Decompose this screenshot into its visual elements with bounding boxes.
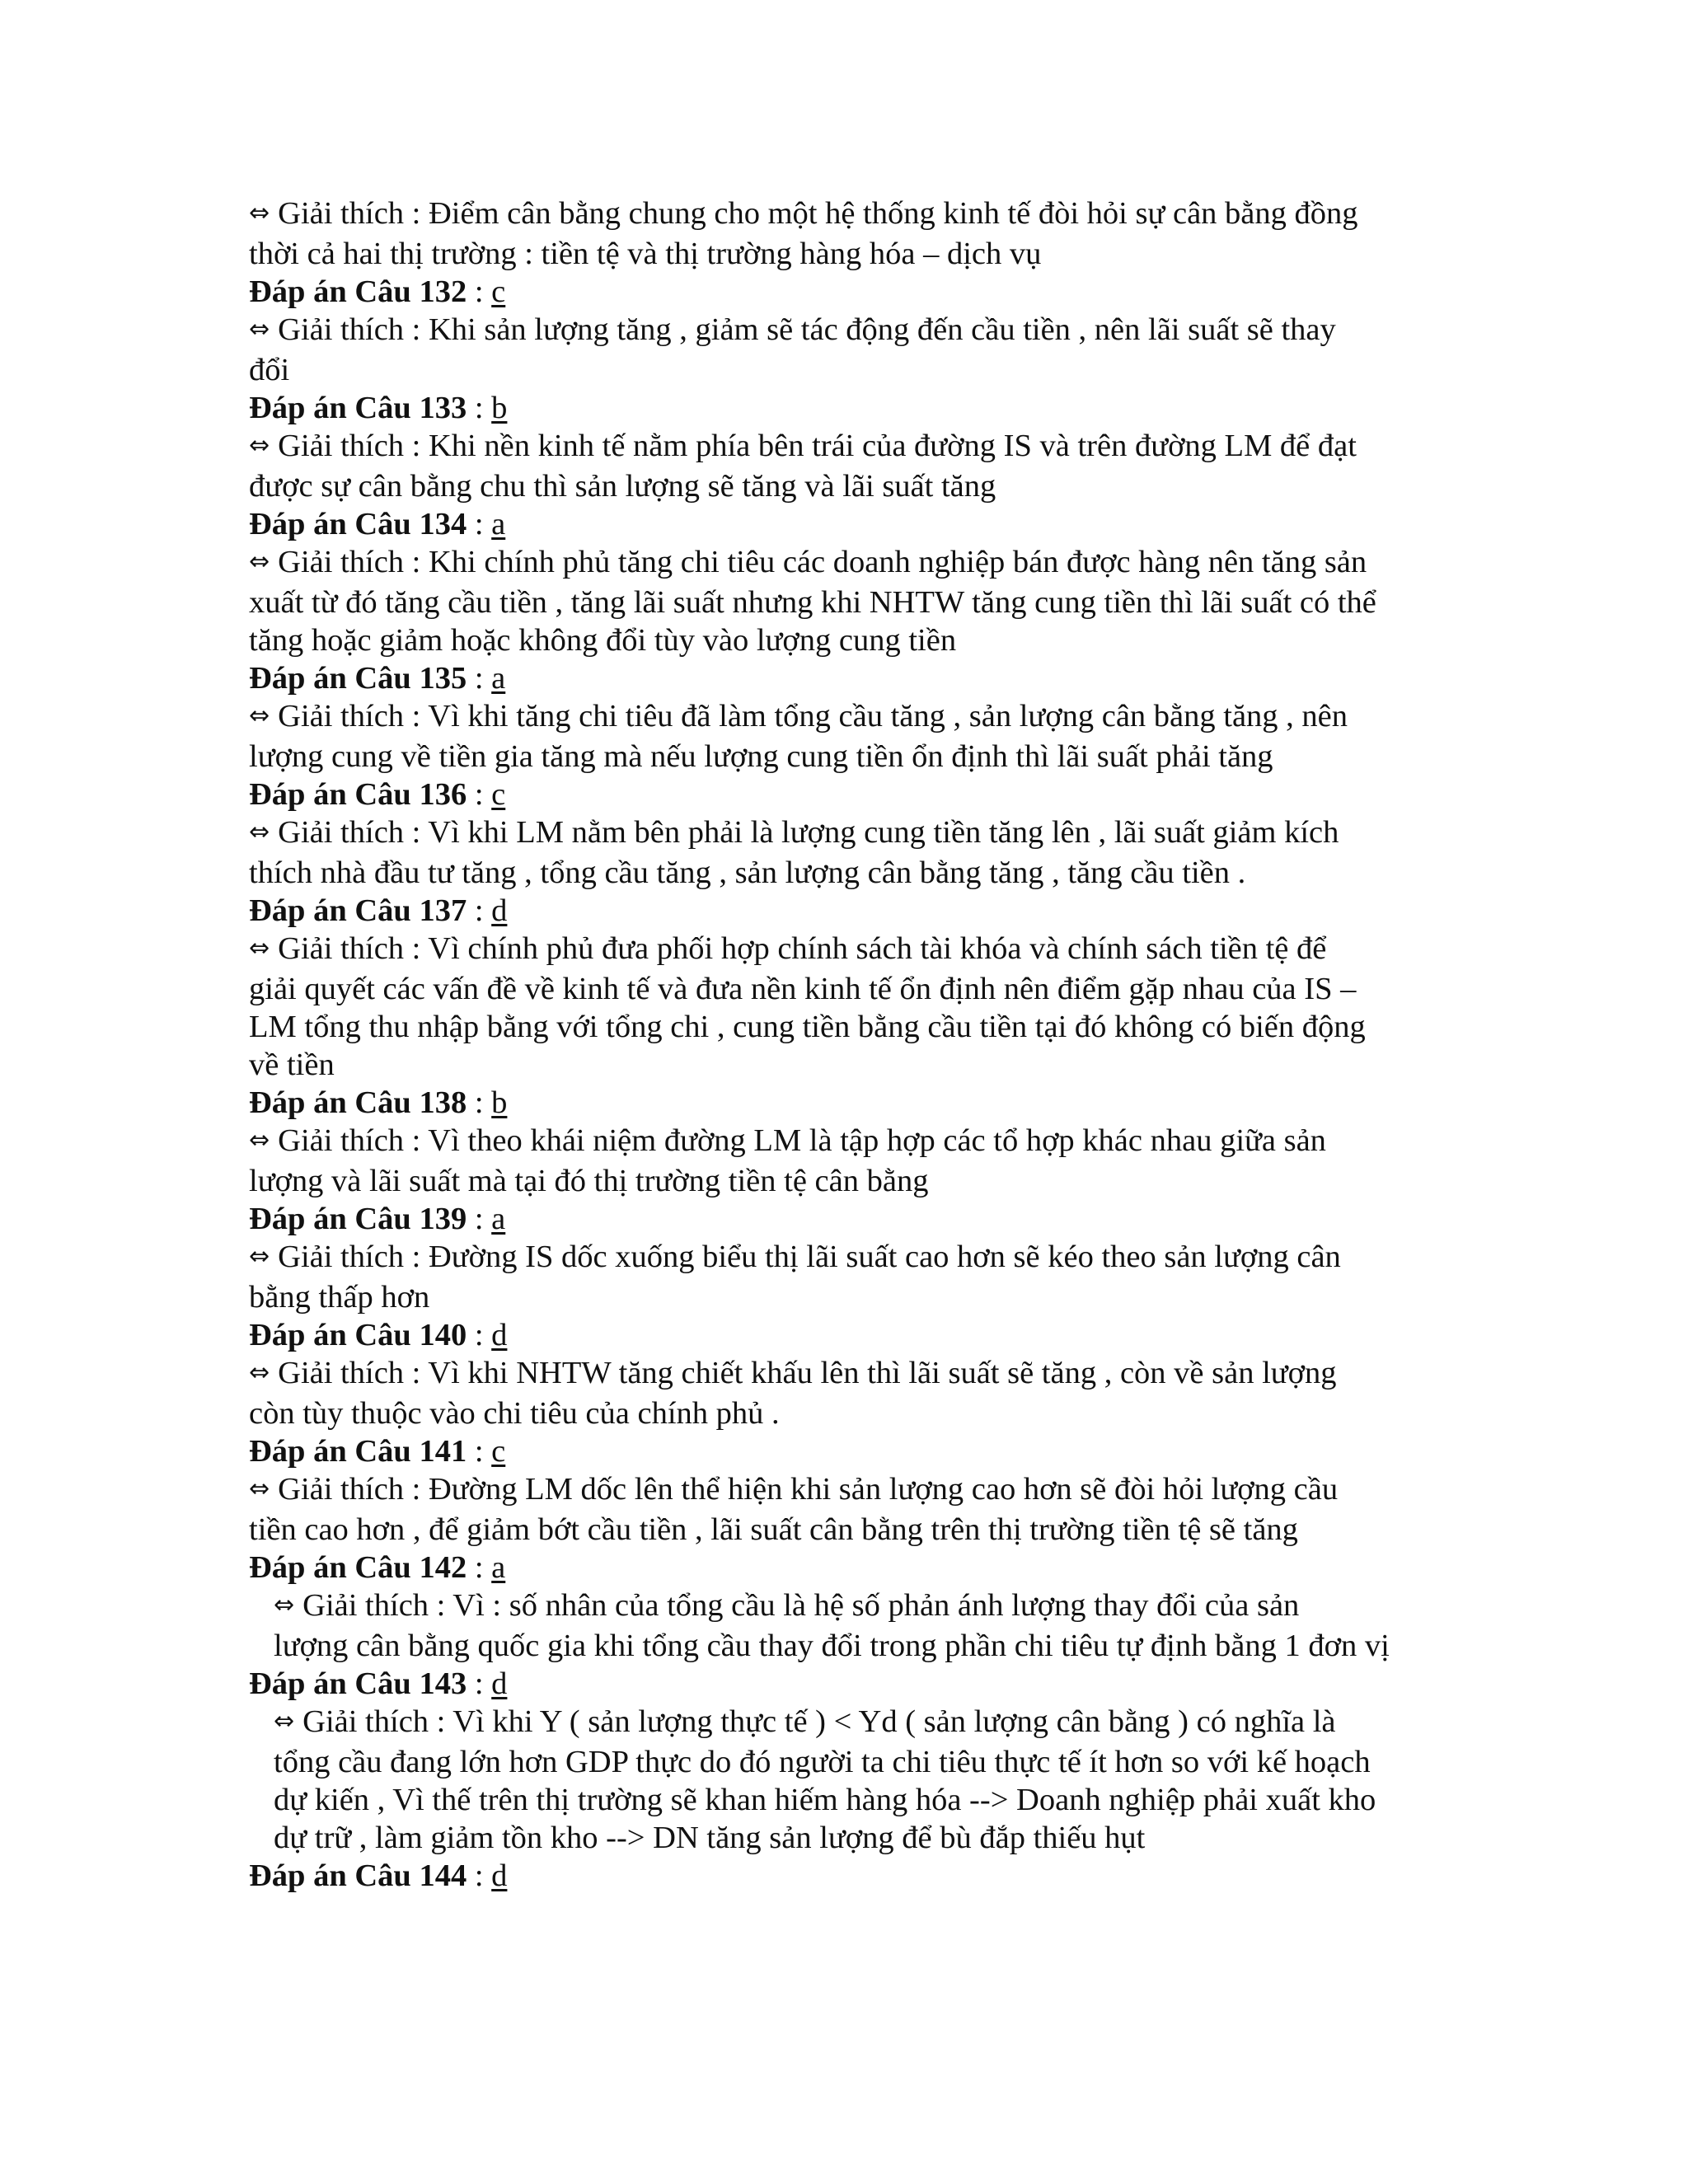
explanation-line (249, 813, 1444, 854)
explanation-line (249, 1354, 1444, 1394)
explanation-line (249, 1008, 1444, 1046)
explanation-block (249, 697, 1444, 776)
explanation-text: bằng thấp hơn (249, 1280, 430, 1315)
explanation-text: Giải thích : Đường LM dốc lên thể hiện khi sản lượng cao hơn sẽ đòi hỏi lượng cầu (278, 1472, 1339, 1507)
explanation-text: đổi (249, 353, 290, 387)
explanation-text: về tiền (249, 1047, 335, 1082)
explanation-text: tổng cầu đang lớn hơn GDP thực do đó người ta chi tiêu thực tế ít hơn so với kế hoạch (274, 1745, 1371, 1779)
answer-letter: d (491, 893, 508, 928)
answer-letter: d (491, 1318, 508, 1352)
explanation-text: Giải thích : Khi chính phủ tăng chi tiêu các doanh nghiệp bán được hàng nên tăng sản (278, 545, 1367, 579)
answer-line (249, 389, 1444, 427)
explanation-block (249, 930, 1444, 1084)
double-arrow-icon: ⇔ (249, 934, 270, 963)
answer-line (249, 273, 1444, 311)
answer-line (249, 1857, 1444, 1895)
answer-label: Đáp án Câu 141 (249, 1434, 467, 1469)
explanation-text: lượng cung về tiền gia tăng mà nếu lượng cung tiền ổn định thì lãi suất phải tăng (249, 739, 1273, 774)
explanation-line (249, 621, 1444, 659)
explanation-line (274, 1703, 1444, 1743)
answer-letter: d (491, 1858, 508, 1893)
answer-line (249, 776, 1444, 813)
explanation-text: LM tổng thu nhập bằng với tổng chi , cung tiền bằng cầu tiền tại đó không có biến động (249, 1010, 1366, 1044)
double-arrow-icon: ⇔ (249, 818, 270, 846)
double-arrow-icon: ⇔ (274, 1707, 295, 1736)
explanation-line (249, 1511, 1444, 1549)
explanation-line (249, 351, 1444, 389)
answer-label: Đáp án Câu 139 (249, 1202, 467, 1236)
explanation-text: Giải thích : Vì khi NHTW tăng chiết khấu lên thì lãi suất sẽ tăng , còn về sản lượng (278, 1356, 1337, 1390)
explanation-block (249, 427, 1444, 505)
explanation-line (249, 697, 1444, 738)
answer-separator: : (467, 507, 492, 541)
explanation-line (274, 1627, 1444, 1665)
explanation-line (249, 583, 1444, 621)
double-arrow-icon: ⇔ (249, 701, 270, 730)
explanation-text: Giải thích : Vì khi Y ( sản lượng thực tế ) < Yd ( sản lượng cân bằng ) có nghĩa là (302, 1704, 1336, 1739)
explanation-block (249, 1122, 1444, 1200)
answer-separator: : (467, 274, 492, 309)
explanation-text: thời cả hai thị trường : tiền tệ và thị trường hàng hóa – dịch vụ (249, 237, 1042, 271)
explanation-text: Giải thích : Vì khi LM nằm bên phải là lượng cung tiền tăng lên , lãi suất giảm kích (278, 815, 1339, 850)
answer-letter: a (491, 1202, 506, 1236)
answer-letter: b (491, 391, 508, 425)
double-arrow-icon: ⇔ (274, 1591, 295, 1619)
explanation-text: được sự cân bằng chu thì sản lượng sẽ tăng và lãi suất tăng (249, 469, 996, 504)
explanation-line (249, 235, 1444, 273)
explanation-text: Giải thích : Vì : số nhân của tổng cầu là hệ số phản ánh lượng thay đổi của sản (302, 1588, 1300, 1623)
answer-line (249, 1316, 1444, 1354)
double-arrow-icon: ⇔ (249, 315, 270, 344)
explanation-line (249, 1046, 1444, 1084)
answer-line (249, 1432, 1444, 1470)
answer-letter: d (491, 1666, 508, 1701)
answer-separator: : (467, 1434, 492, 1469)
explanation-block (249, 1703, 1444, 1857)
explanation-line (249, 970, 1444, 1008)
explanation-block (249, 1470, 1444, 1549)
answer-letter: a (491, 1550, 506, 1585)
explanation-text: lượng và lãi suất mà tại đó thị trường tiền tệ cân bằng (249, 1164, 929, 1198)
answer-label: Đáp án Câu 133 (249, 391, 467, 425)
explanation-text: dự trữ , làm giảm tồn kho --> DN tăng sản lượng để bù đắp thiếu hụt (274, 1821, 1146, 1855)
explanation-line (249, 467, 1444, 505)
explanation-line (249, 738, 1444, 776)
double-arrow-icon: ⇔ (249, 1358, 270, 1387)
explanation-line (249, 311, 1444, 351)
double-arrow-icon: ⇔ (249, 1126, 270, 1155)
answer-separator: : (467, 1666, 492, 1701)
explanation-block (249, 194, 1444, 273)
explanation-text: Giải thích : Vì khi tăng chi tiêu đã làm tổng cầu tăng , sản lượng cân bằng tăng , nên (278, 699, 1348, 733)
double-arrow-icon: ⇔ (249, 199, 270, 227)
answer-letter: a (491, 661, 506, 696)
explanation-line (274, 1743, 1444, 1781)
answer-line (249, 1084, 1444, 1122)
double-arrow-icon: ⇔ (249, 1474, 270, 1503)
answer-line (249, 1665, 1444, 1703)
answer-separator: : (467, 777, 492, 812)
answer-letter: c (491, 1434, 506, 1469)
answer-label: Đáp án Câu 136 (249, 777, 467, 812)
explanation-text: Giải thích : Vì chính phủ đưa phối hợp chính sách tài khóa và chính sách tiền tệ để (278, 931, 1327, 966)
explanation-line (249, 1162, 1444, 1200)
explanation-block (249, 1354, 1444, 1432)
explanation-text: tiền cao hơn , để giảm bớt cầu tiền , lãi suất cân bằng trên thị trường tiền tệ sẽ tăng (249, 1512, 1298, 1547)
explanation-line (249, 543, 1444, 583)
answer-letter: a (491, 507, 506, 541)
explanation-block (249, 813, 1444, 892)
double-arrow-icon: ⇔ (249, 547, 270, 576)
explanation-line (249, 194, 1444, 235)
explanation-line (249, 854, 1444, 892)
explanation-line (274, 1819, 1444, 1857)
explanation-block (249, 1586, 1444, 1665)
explanation-line (249, 930, 1444, 970)
answer-letter: c (491, 777, 506, 812)
explanation-line (249, 427, 1444, 467)
answer-label: Đáp án Câu 132 (249, 274, 467, 309)
answer-label: Đáp án Câu 144 (249, 1858, 467, 1893)
answer-separator: : (467, 1318, 492, 1352)
explanation-text: tăng hoặc giảm hoặc không đổi tùy vào lượng cung tiền (249, 623, 957, 658)
explanation-line (274, 1586, 1444, 1627)
explanation-text: còn tùy thuộc vào chi tiêu của chính phủ . (249, 1396, 780, 1431)
answer-line (249, 505, 1444, 543)
answer-line (249, 892, 1444, 930)
explanation-text: Giải thích : Đường IS dốc xuống biểu thị lãi suất cao hơn sẽ kéo theo sản lượng cân (278, 1240, 1341, 1274)
explanation-block (249, 543, 1444, 659)
explanation-line (274, 1781, 1444, 1819)
answer-line (249, 659, 1444, 697)
answer-letter: b (491, 1085, 508, 1120)
explanation-text: Giải thích : Khi sản lượng tăng , giảm sẽ tác động đến cầu tiền , nên lãi suất sẽ thay (278, 312, 1336, 347)
explanation-line (249, 1470, 1444, 1511)
answer-separator: : (467, 1858, 492, 1893)
explanation-text: lượng cân bằng quốc gia khi tổng cầu thay đổi trong phần chi tiêu tự định bằng 1 đơn vị (274, 1629, 1390, 1663)
answer-line (249, 1200, 1444, 1238)
explanation-text: dự kiến , Vì thế trên thị trường sẽ khan hiếm hàng hóa --> Doanh nghiệp phải xuất kho (274, 1783, 1376, 1817)
answer-separator: : (467, 391, 492, 425)
explanation-text: Giải thích : Vì theo khái niệm đường LM là tập hợp các tổ hợp khác nhau giữa sản (278, 1123, 1326, 1158)
explanation-line (249, 1238, 1444, 1278)
answer-label: Đáp án Câu 135 (249, 661, 467, 696)
explanation-block (249, 311, 1444, 389)
document-page (249, 194, 1444, 1895)
explanation-text: Giải thích : Điểm cân bằng chung cho một hệ thống kinh tế đòi hỏi sự cân bằng đồng (278, 196, 1358, 231)
explanation-line (249, 1122, 1444, 1162)
double-arrow-icon: ⇔ (249, 431, 270, 460)
explanation-text: Giải thích : Khi nền kinh tế nằm phía bên trái của đường IS và trên đường LM để đạt (278, 429, 1357, 463)
answer-separator: : (467, 1085, 492, 1120)
explanation-line (249, 1394, 1444, 1432)
answer-separator: : (467, 661, 492, 696)
explanation-text: xuất từ đó tăng cầu tiền , tăng lãi suất nhưng khi NHTW tăng cung tiền thì lãi suất có thể (249, 585, 1376, 620)
answer-separator: : (467, 893, 492, 928)
answer-label: Đáp án Câu 142 (249, 1550, 467, 1585)
answer-label: Đáp án Câu 134 (249, 507, 467, 541)
answer-line (249, 1549, 1444, 1586)
answer-label: Đáp án Câu 137 (249, 893, 467, 928)
answer-separator: : (467, 1202, 492, 1236)
double-arrow-icon: ⇔ (249, 1242, 270, 1271)
explanation-line (249, 1278, 1444, 1316)
answer-label: Đáp án Câu 140 (249, 1318, 467, 1352)
answer-label: Đáp án Câu 138 (249, 1085, 467, 1120)
explanation-text: giải quyết các vấn đề về kinh tế và đưa nền kinh tế ổn định nên điểm gặp nhau của IS – (249, 972, 1357, 1006)
answer-label: Đáp án Câu 143 (249, 1666, 467, 1701)
explanation-block (249, 1238, 1444, 1316)
explanation-text: thích nhà đầu tư tăng , tổng cầu tăng , sản lượng cân bằng tăng , tăng cầu tiền . (249, 855, 1246, 890)
answer-letter: c (491, 274, 506, 309)
answer-separator: : (467, 1550, 492, 1585)
